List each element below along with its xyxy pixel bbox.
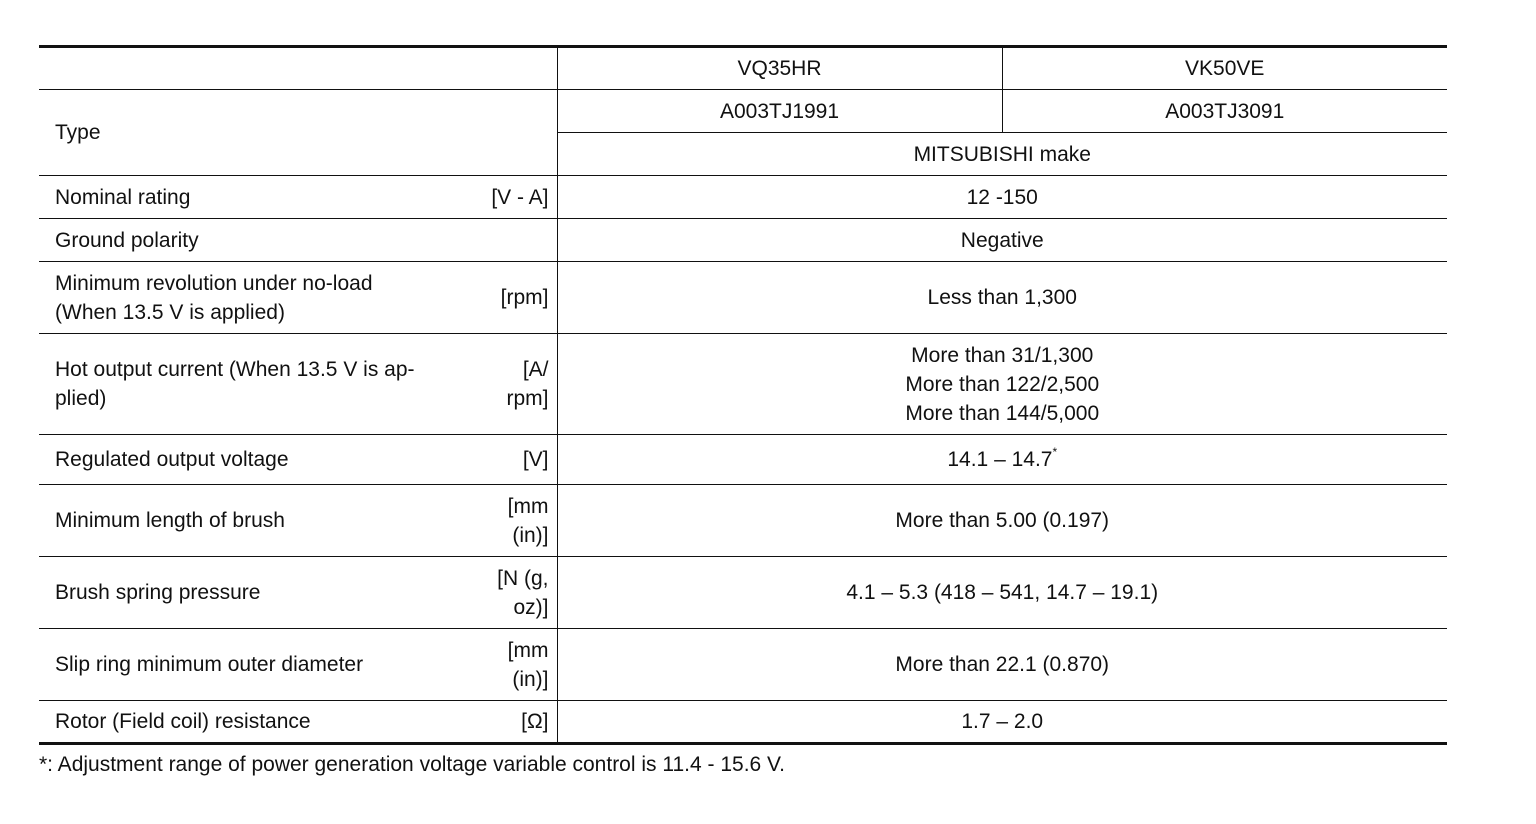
slip-ring-unit-line2: (in)]	[512, 667, 549, 691]
regulated-voltage-unit: [V]	[469, 435, 557, 485]
hot-output-label	[39, 334, 469, 435]
nominal-rating-label: Nominal rating	[39, 176, 469, 219]
brush-spring-value: 4.1 – 5.3 (418 – 541, 14.7 – 19.1)	[557, 557, 1447, 629]
nominal-rating-row	[39, 176, 1447, 219]
min-revolution-label-line1: Minimum revolution under no-load	[55, 271, 373, 295]
min-revolution-label	[39, 262, 469, 334]
hot-output-value-line3: More than 144/5,000	[905, 401, 1100, 425]
brush-length-label: Minimum length of brush	[39, 485, 469, 557]
brush-spring-unit	[469, 557, 557, 629]
hot-output-label-line1: Hot output current (When 13.5 V is ap-	[55, 358, 415, 381]
ground-polarity-value: Negative	[557, 219, 1447, 262]
nominal-rating-value: 12 -150	[557, 176, 1447, 219]
brush-length-unit-line2: (in)]	[512, 523, 549, 547]
brush-spring-unit-line1: [N (g,	[497, 566, 549, 590]
regulated-voltage-row	[39, 435, 1447, 485]
type-label: Type	[39, 90, 557, 176]
ground-polarity-row	[39, 219, 1447, 262]
hot-output-row	[39, 334, 1447, 435]
min-revolution-value: Less than 1,300	[557, 262, 1447, 334]
brush-length-row	[39, 485, 1447, 557]
rotor-resistance-unit: [Ω]	[469, 701, 557, 744]
regulated-voltage-label: Regulated output voltage	[39, 435, 469, 485]
engine-vq35hr-header: VQ35HR	[557, 47, 1002, 90]
footnote: *: Adjustment range of power generation voltage variable control is 11.4 - 15.6 V.	[39, 753, 785, 776]
slip-ring-label: Slip ring minimum outer diameter	[39, 629, 469, 701]
brush-spring-label: Brush spring pressure	[39, 557, 469, 629]
rotor-resistance-row	[39, 701, 1447, 744]
hot-output-unit-line1: [A/	[522, 358, 549, 381]
part-number-vk50ve: A003TJ3091	[1002, 90, 1447, 133]
part-number-vq35hr: A003TJ1991	[557, 90, 1002, 133]
manufacturer-value: MITSUBISHI make	[557, 133, 1447, 176]
regulated-voltage-value-cell	[557, 435, 1447, 485]
hot-output-label-line2: plied)	[55, 387, 107, 410]
engine-vk50ve-header: VK50VE	[1002, 47, 1447, 90]
slip-ring-unit-line1: [mm	[507, 638, 549, 662]
slip-ring-row	[39, 629, 1447, 701]
brush-length-value: More than 5.00 (0.197)	[557, 485, 1447, 557]
hot-output-value-line1: More than 31/1,300	[911, 343, 1094, 367]
rotor-resistance-value: 1.7 – 2.0	[557, 701, 1447, 744]
header-row	[39, 47, 1447, 90]
regulated-voltage-value: 14.1 – 14.7	[947, 448, 1053, 471]
ground-polarity-label: Ground polarity	[39, 219, 557, 262]
hot-output-unit-line2: rpm]	[506, 387, 549, 410]
min-revolution-label-line2: (When 13.5 V is applied)	[55, 300, 285, 324]
brush-spring-row	[39, 557, 1447, 629]
rotor-resistance-label: Rotor (Field coil) resistance	[39, 701, 469, 744]
brush-length-unit-line1: [mm	[507, 494, 549, 518]
nominal-rating-unit: [V - A]	[469, 176, 557, 219]
footnote-marker: *	[1052, 445, 1058, 459]
type-part-row	[39, 90, 1447, 133]
slip-ring-unit	[469, 629, 557, 701]
min-revolution-row	[39, 262, 1447, 334]
hot-output-value	[557, 334, 1447, 435]
hot-output-value-line2: More than 122/2,500	[905, 372, 1100, 396]
min-revolution-unit: [rpm]	[469, 262, 557, 334]
hot-output-unit	[469, 334, 557, 435]
slip-ring-value: More than 22.1 (0.870)	[557, 629, 1447, 701]
header-blank-cell	[39, 47, 557, 90]
alternator-spec-table	[39, 45, 1447, 745]
brush-spring-unit-line2: oz)]	[513, 595, 549, 619]
brush-length-unit	[469, 485, 557, 557]
